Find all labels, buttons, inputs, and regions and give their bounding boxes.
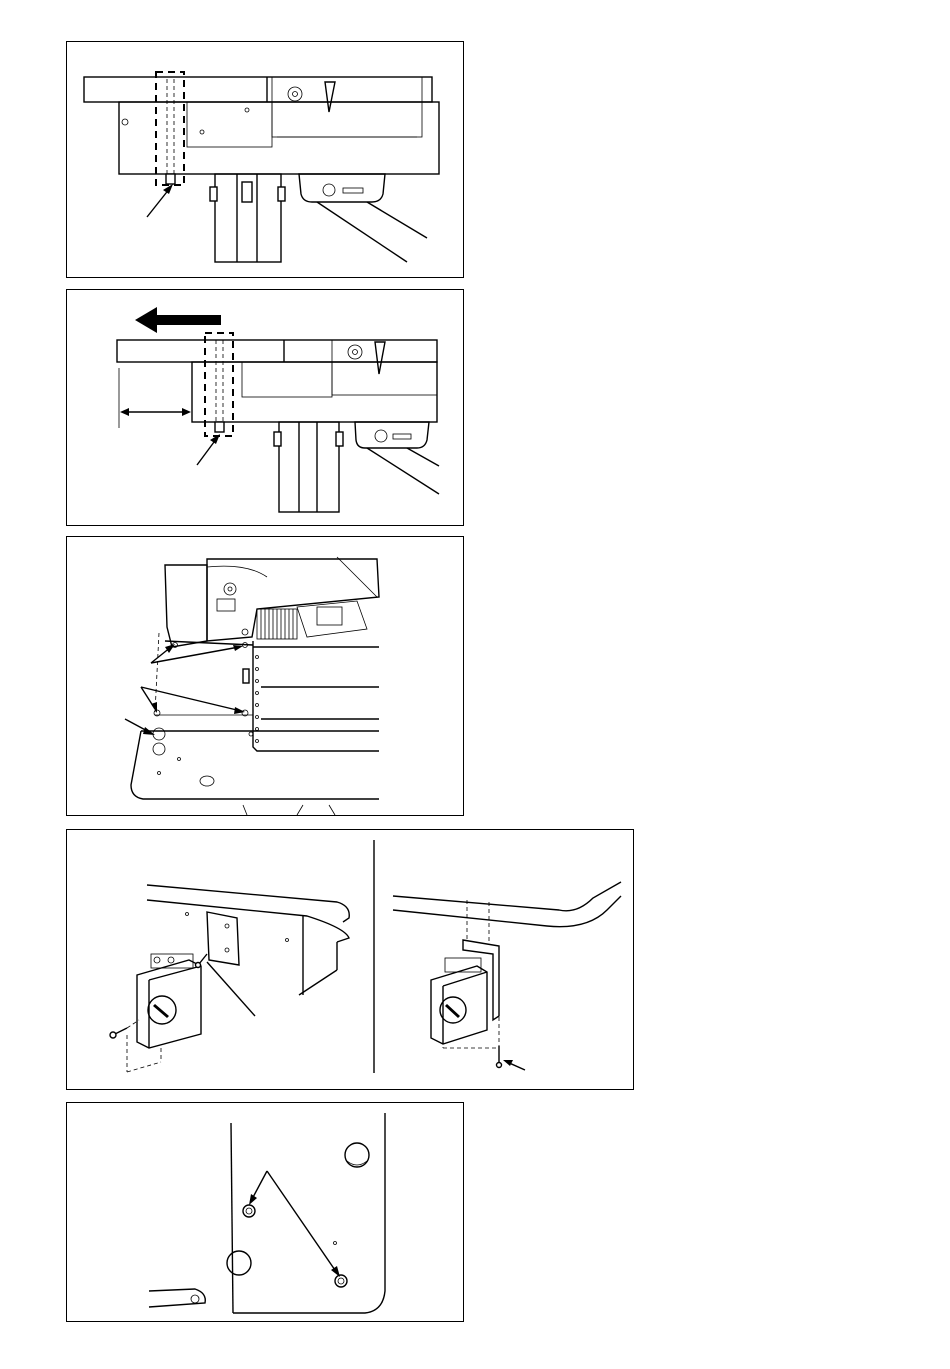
screw-icon (497, 1046, 502, 1068)
pointer-arrow-icon (197, 434, 220, 465)
figure-1-drawing (67, 42, 465, 279)
screw-icon (110, 1028, 127, 1038)
screw-icon (243, 1205, 255, 1217)
pointer-arrow-icon (503, 1060, 525, 1070)
figure-4-power-switch-mount (66, 829, 634, 1090)
pointer-arrow-icon (147, 184, 173, 217)
figure-4-drawing (67, 830, 635, 1091)
dimension-arrow-icon (120, 408, 191, 416)
figure-2-shift-side-view (66, 289, 464, 526)
screw-icon (335, 1275, 347, 1287)
figure-2-drawing (67, 290, 465, 527)
figure-3-machine-head (66, 536, 464, 816)
pointer-arrow-icon (141, 687, 245, 714)
arrow-left-icon (135, 307, 221, 333)
power-switch-icon (137, 954, 201, 1048)
figure-3-drawing (67, 537, 465, 817)
pointer-arrow-icon (151, 644, 243, 663)
figure-5-underside-screws (66, 1102, 464, 1322)
pointer-arrow-icon (249, 1171, 340, 1277)
figure-1-bolt-side-view (66, 41, 464, 278)
power-switch-icon (431, 958, 487, 1044)
figure-5-drawing (67, 1103, 465, 1323)
